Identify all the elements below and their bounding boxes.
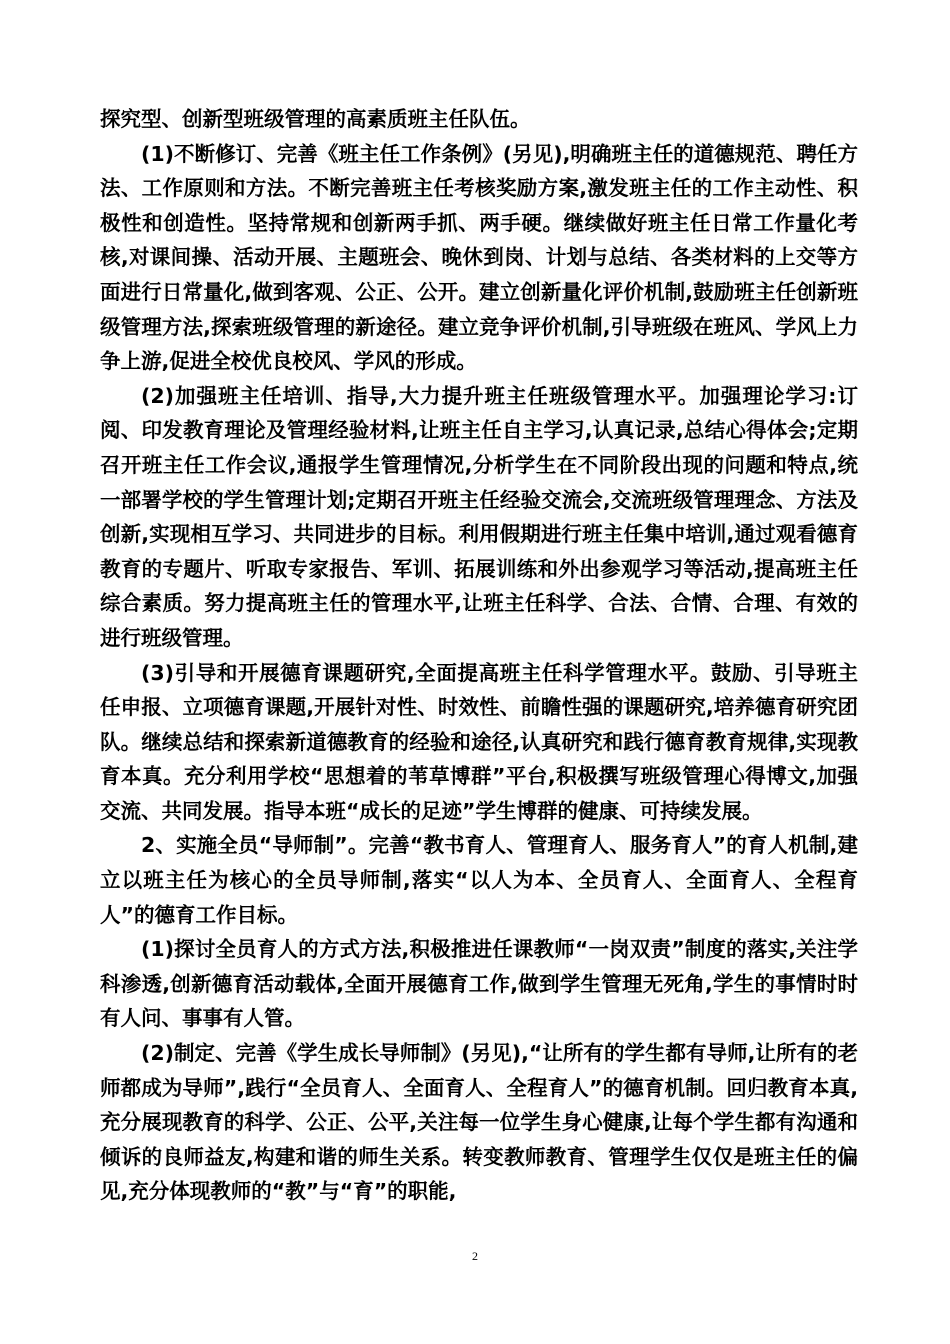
paragraph-class-teacher-training: (2)加强班主任培训、指导,大力提升班主任班级管理水平。加强理论学习:订阅、印发教育理论及管理经验材料,让班主任自主学习,认真记录,总结心得体会;定期召开班主任工作会议,通报学生管理情况,分析学生在不同阶段出现的问题和特点,统一部署学校的学生管理计划;定期召开班主任经验交流会,交流班级管理理念、方法及创新,实现相互学习、共同进步的目标。利用假期进行班主任集中培训,通过观看德育教育的专题片、听取专家报告、军训、拓展训练和外出参观学习等活动,提高班主任综合素质。努力提高班主任的管理水平,让班主任科学、合法、合情、合理、有效的进行班级管理。 [100,383,858,650]
paragraph-continuation: 探究型、创新型班级管理的高素质班主任队伍。 [100,107,531,131]
paragraph-moral-education-research: (3)引导和开展德育课题研究,全面提高班主任科学管理水平。鼓励、引导班主任申报、立项德育课题,开展针对性、时效性、前瞻性强的课题研究,培养德育研究团队。继续总结和探索新道德教育的经验和途径,认真研究和践行德育教育规律,实现教育本真。充分利用学校“思想着的苇草博群”平台,积极撰写班级管理心得博文,加强交流、共同发展。指导本班“成长的足迹”学生博群的健康、可持续发展。 [100,660,858,823]
page-number: 2 [472,1249,478,1263]
document-body [100,102,858,1209]
paragraph-class-teacher-regulations: (1)不断修订、完善《班主任工作条例》(另见),明确班主任的道德规范、聘任方法、工作原则和方法。不断完善班主任考核奖励方案,激发班主任的工作主动性、积极性和创造性。坚持常规和创新两手抓、两手硬。继续做好班主任日常工作量化考核,对课间操、活动开展、主题班会、晚休到岗、计划与总结、各类材料的上交等方面进行日常量化,做到客观、公正、公开。建立创新量化评价机制,鼓励班主任创新班级管理方法,探索班级管理的新途径。建立竞争评价机制,引导班级在班风、学风上力争上游,促进全校优良校风、学风的形成。 [100,141,858,374]
paragraph-all-staff-education: (1)探讨全员育人的方式方法,积极推进任课教师“一岗双责”制度的落实,关注学科渗透,创新德育活动载体,全面开展德育工作,做到学生管理无死角,学生的事情时时有人问、事事有人管。 [100,937,858,1031]
paragraph-student-growth-tutor: (2)制定、完善《学生成长导师制》(另见),“让所有的学生都有导师,让所有的老师都成为导师”,践行“全员育人、全面育人、全程育人”的德育机制。回归教育本真,充分展现教育的科学、公正、公平,关注每一位学生身心健康,让每个学生都有沟通和倾诉的良师益友,构建和谐的师生关系。转变教师教育、管理学生仅仅是班主任的偏见,充分体现教师的“教”与“育”的职能, [100,1041,858,1204]
paragraph-tutor-system: 2、实施全员“导师制”。完善“教书育人、管理育人、服务育人”的育人机制,建立以班主任为核心的全员导师制,落实“以人为本、全员育人、全面育人、全程育人”的德育工作目标。 [100,833,858,927]
